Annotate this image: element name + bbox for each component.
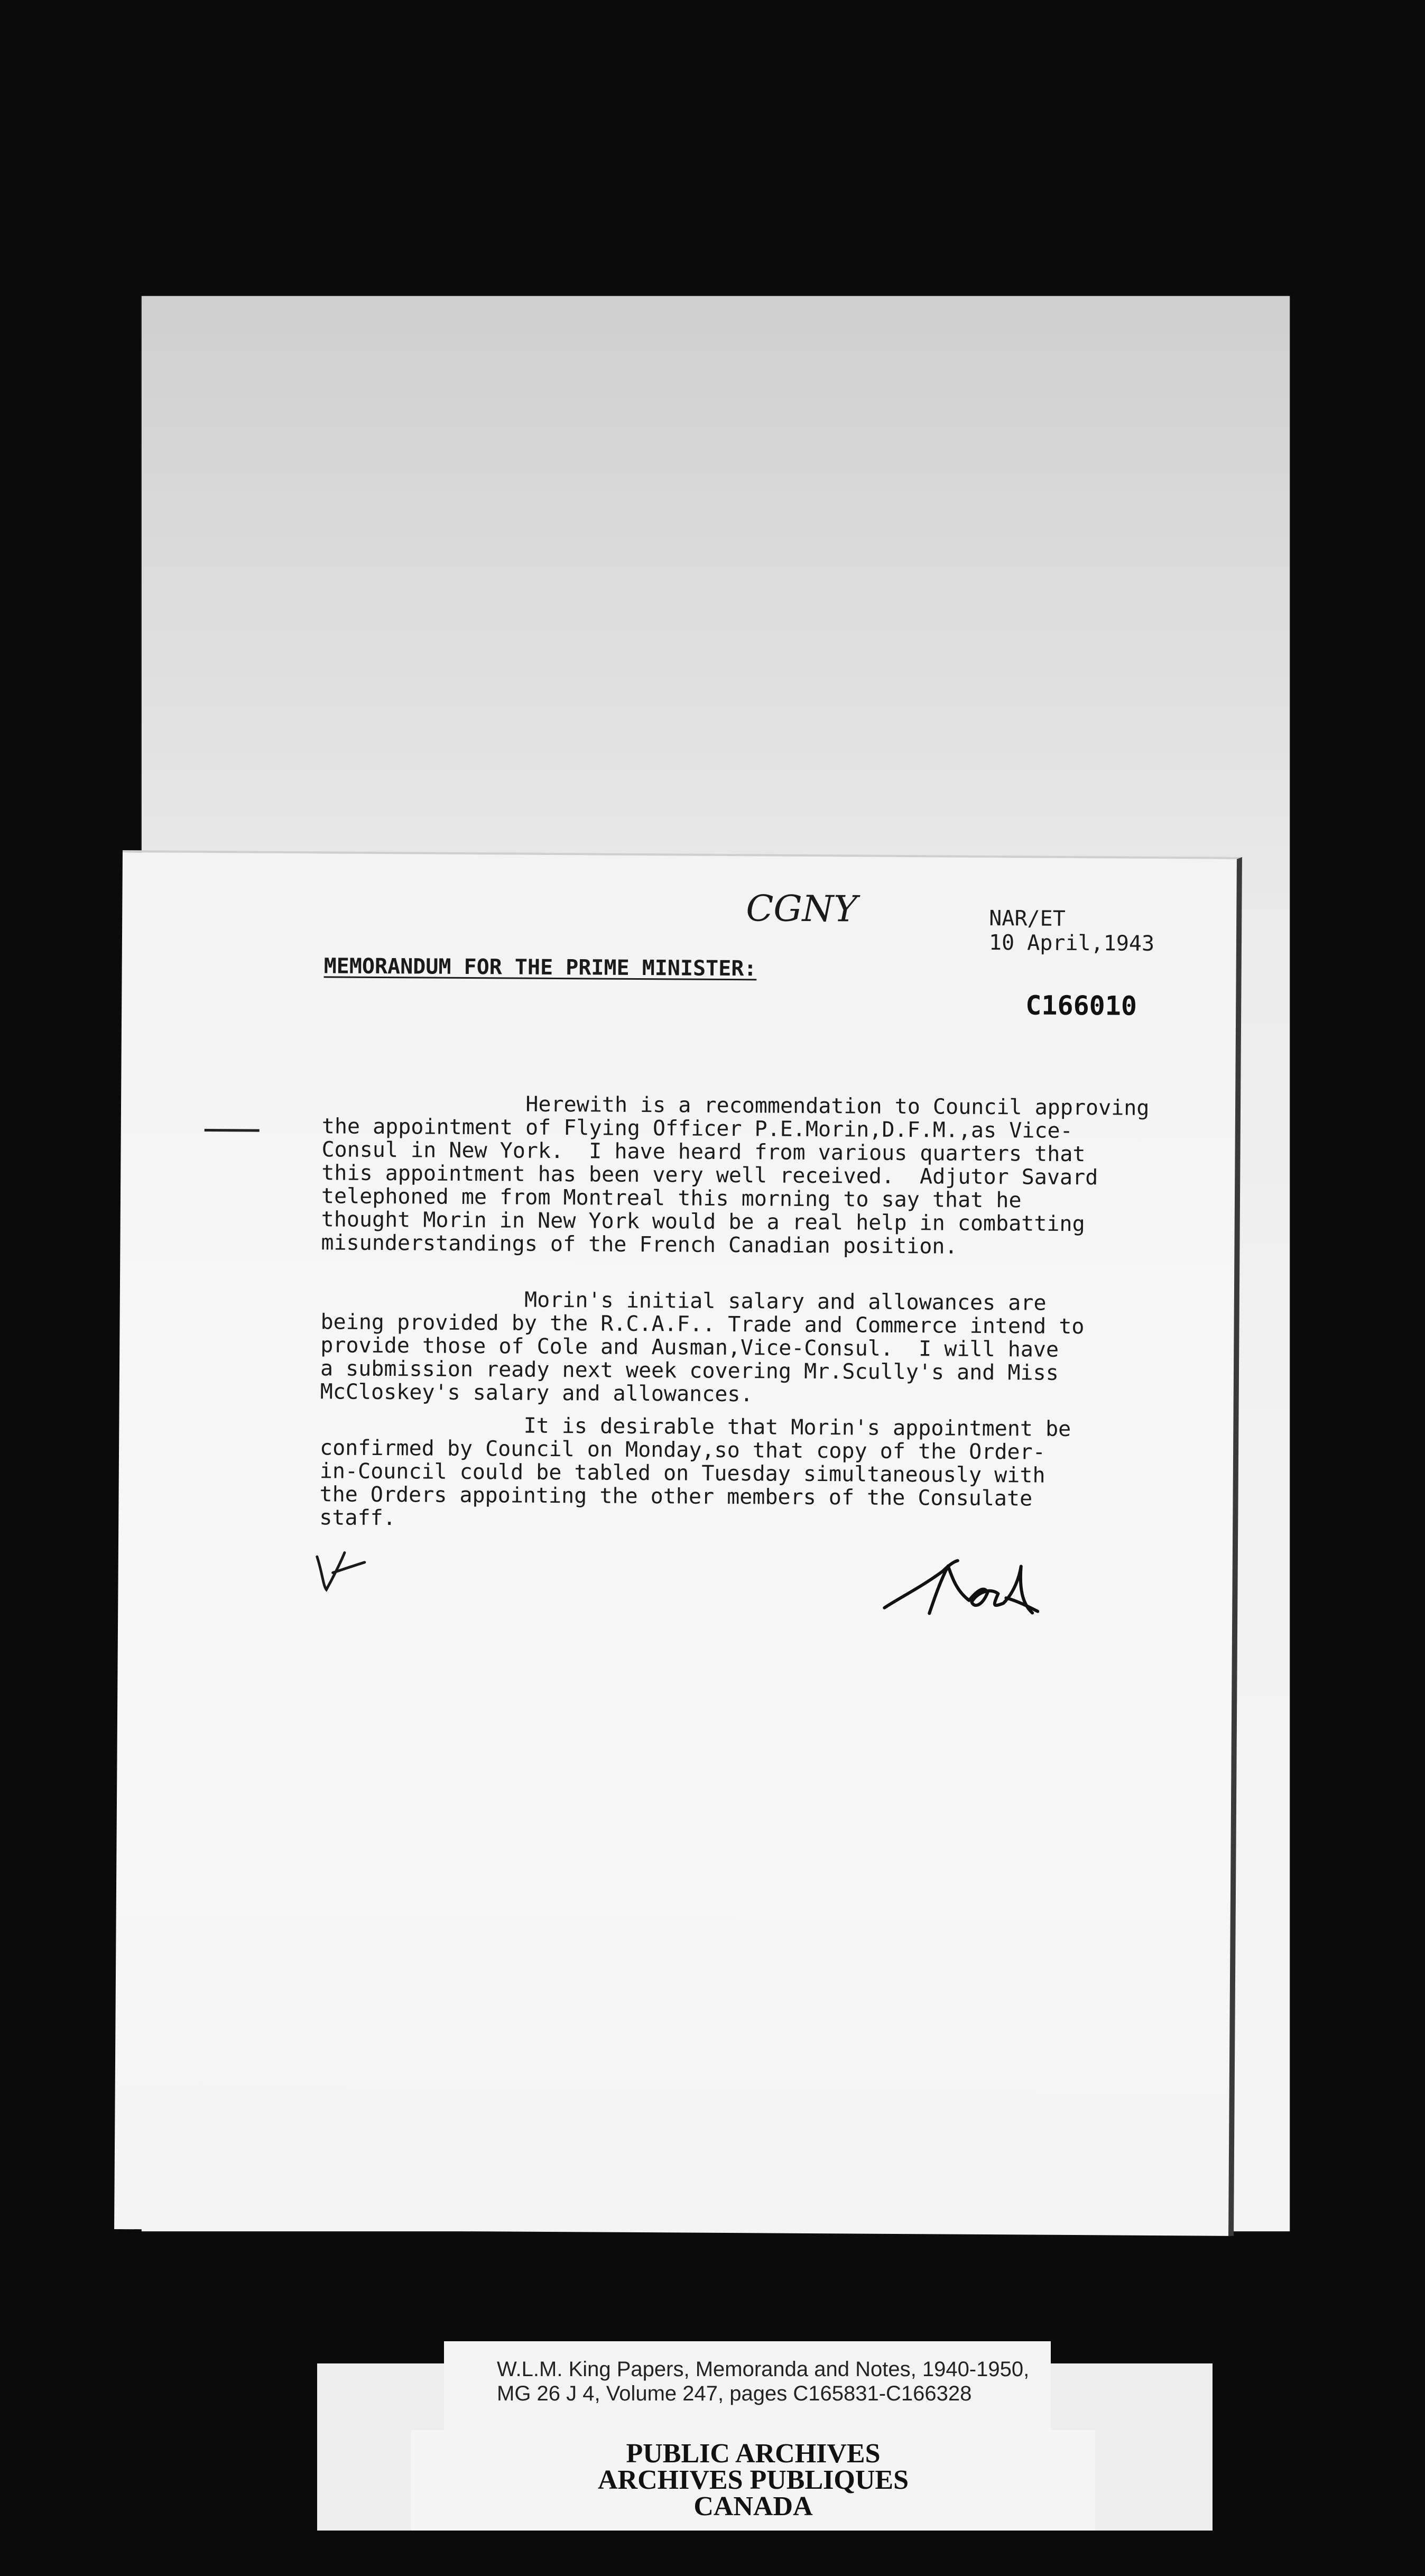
- paragraph-line: this appointment has been very well received. Adjutor Savard: [321, 1161, 1098, 1190]
- archive-stamp: [411, 2430, 1095, 2531]
- margin-mark: [205, 1129, 260, 1132]
- stamp-line-2: ARCHIVES PUBLIQUES: [597, 2465, 909, 2495]
- memo-heading: MEMORANDUM FOR THE PRIME MINISTER:: [323, 954, 757, 981]
- paragraph-line: Herewith is a recommendation to Council approving: [321, 1091, 1150, 1120]
- handwritten-initial-mark: [311, 1541, 375, 1599]
- paragraph-line: telephoned me from Montreal this morning to say that he: [321, 1184, 1022, 1213]
- paragraph-2: [320, 1287, 1085, 1408]
- paragraph-line: the appointment of Flying Officer P.E.Morin,D.F.M.,as Vice-: [321, 1114, 1073, 1143]
- paragraph-line: provide those of Cole and Ausman,Vice-Consul. I will have: [320, 1333, 1059, 1362]
- document-number: C166010: [1025, 990, 1137, 1022]
- paragraph-line: It is desirable that Morin's appointment be: [320, 1412, 1071, 1441]
- stamp-line-1: PUBLIC ARCHIVES: [626, 2439, 881, 2469]
- paragraph-line: a submission ready next week covering Mr.Scully's and Miss: [320, 1356, 1059, 1385]
- stamp-line-3: CANADA: [693, 2491, 813, 2522]
- paragraph-line: Consul in New York. I have heard from various quarters that: [321, 1137, 1086, 1167]
- archive-label-line-1: W.L.M. King Papers, Memoranda and Notes, 1940-1950,: [497, 2358, 1030, 2381]
- paragraph-line: being provided by the R.C.A.F.. Trade and Commerce intend to: [320, 1310, 1085, 1339]
- paragraph-line: thought Morin in New York would be a real help in combatting: [321, 1207, 1085, 1237]
- reference-initials: NAR/ET: [989, 906, 1066, 931]
- paragraph-1: [321, 1091, 1149, 1259]
- handwritten-annotation: CGNY: [746, 888, 858, 931]
- memorandum-page: [114, 850, 1242, 2236]
- paragraph-line: staff.: [319, 1505, 396, 1531]
- paragraph-line: misunderstandings of the French Canadian position.: [321, 1230, 958, 1259]
- memo-date: 10 April,1943: [988, 931, 1155, 956]
- archive-label-line-2: MG 26 J 4, Volume 247, pages C165831-C166328: [497, 2382, 972, 2405]
- paragraph-3: [319, 1413, 1071, 1534]
- paragraph-line: confirmed by Council on Monday,so that copy of the Order-: [319, 1436, 1045, 1465]
- archive-reference-label: [444, 2341, 1051, 2430]
- reference-block: [989, 906, 1155, 956]
- paragraph-line: Morin's initial salary and allowances are: [320, 1286, 1047, 1315]
- paragraph-line: McCloskey's salary and allowances.: [320, 1379, 753, 1407]
- paragraph-line: in-Council could be tabled on Tuesday simultaneously with: [319, 1459, 1045, 1488]
- handwritten-signature: [879, 1550, 1059, 1635]
- paragraph-line: the Orders appointing the other members of the Consulate: [319, 1482, 1033, 1511]
